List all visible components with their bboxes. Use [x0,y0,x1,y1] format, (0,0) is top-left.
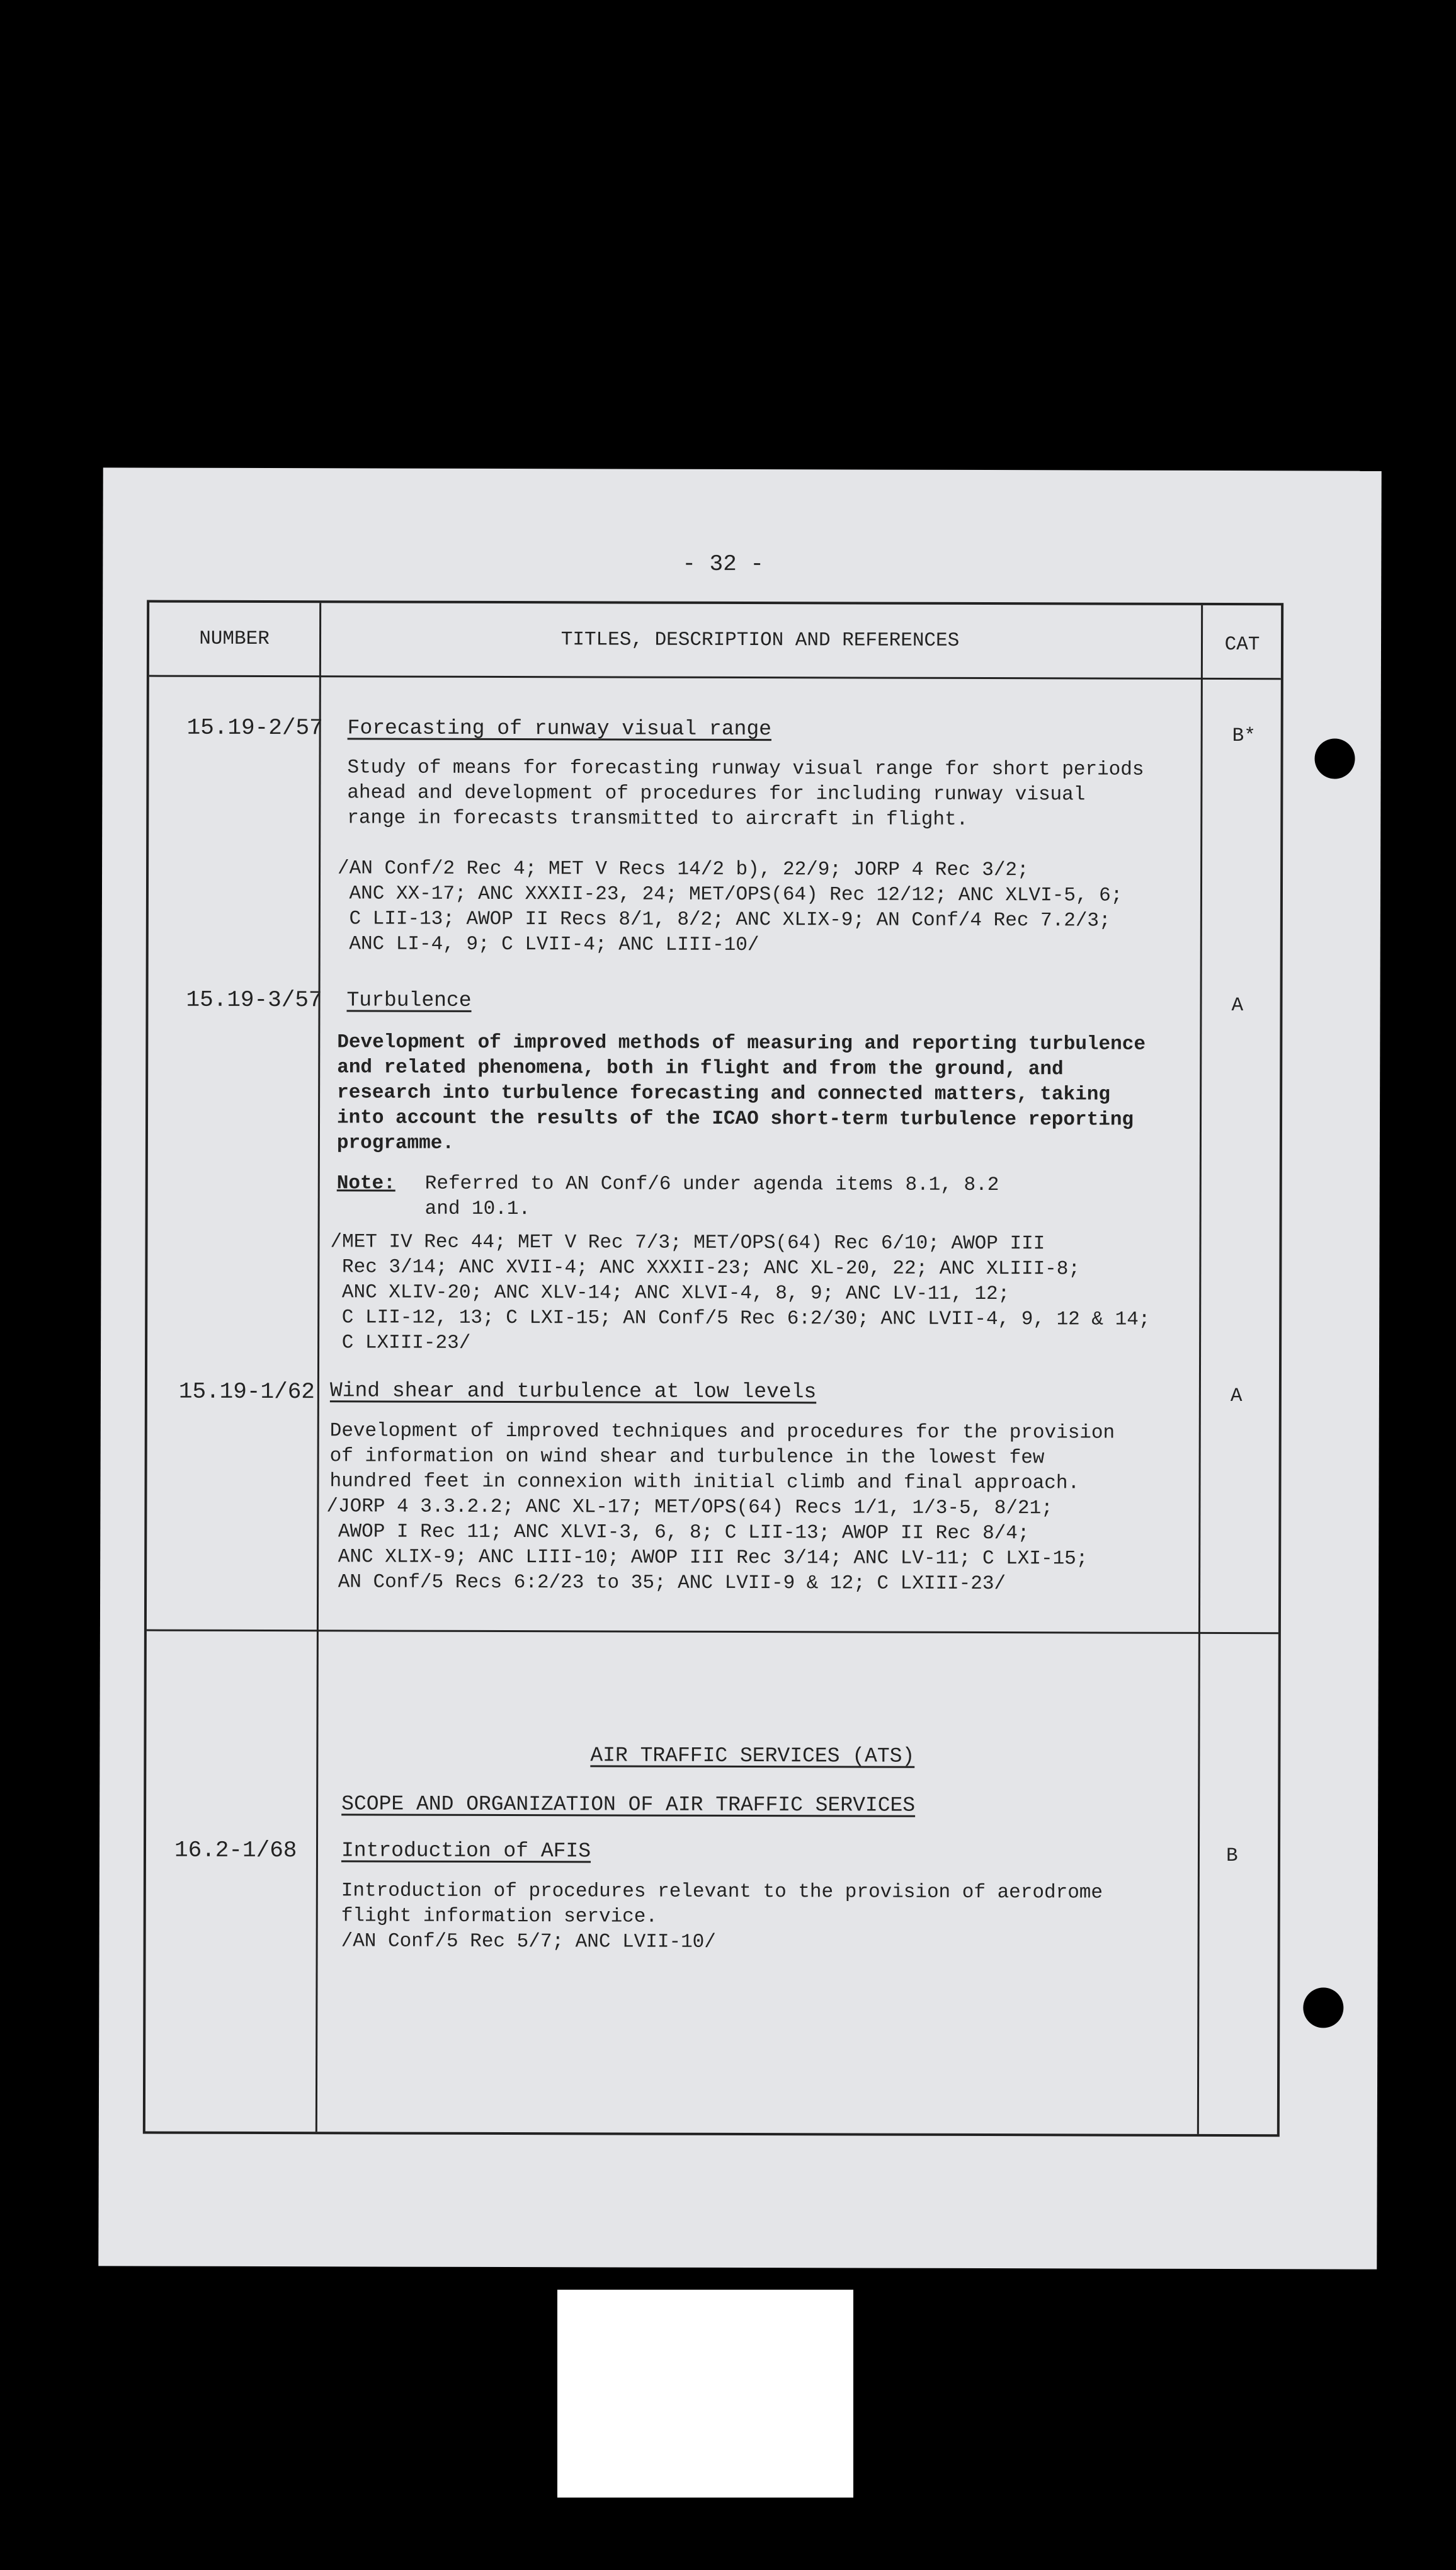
entry-title: Turbulence [346,988,472,1012]
entry-cat: A [1230,1385,1243,1408]
header-number: NUMBER [199,627,270,651]
column-divider [316,603,321,2132]
entry-number: 15.19-3/57 [186,986,322,1014]
note-text: Referred to AN Conf/6 under agenda items 8.1, 8.2 and 10.1. [424,1172,999,1221]
entry-number: 15.19-2/57 [186,714,323,741]
entry-description: Development of improved methods of measuring and reporting turbulence and related phenomena, both in flight and from the ground, and research into turbulence forecasting and connected matters, taking into account the results of the ICAO short-term turbulence reporting programme. [336,1031,1146,1155]
entry-cat: B* [1232,725,1256,748]
section-heading: AIR TRAFFIC SERVICES (ATS) [590,1744,915,1768]
entry-title: Wind shear and turbulence at low levels [329,1379,817,1404]
header-titles: TITLES, DESCRIPTION AND REFERENCES [560,629,960,652]
document-page [98,467,1381,2269]
page-number: - 32 - [682,551,765,578]
entry-description: Study of means for forecasting runway visual range for short periods ahead and development of procedures for including runway visual range in forecasts transmitted to aircraft in flight. [347,757,1144,831]
entry-number: 16.2-1/68 [174,1837,297,1864]
column-divider [1197,605,1203,2134]
entry-references: /JORP 4 3.3.2.2; ANC XL-17; MET/OPS(64) Recs 1/1, 1/3-5, 8/21; AWOP I Rec 11; ANC XLVI-3, 6, 8; C LII-13; AWOP II Rec 8/4; ANC XLIX-9; ANC LIII-10; AWOP III Rec 3/14; ANC LV-11; C LXI-15; AN Conf/5 Recs 6:2/23 to 35; ANC LVII-9 & 12; C LXIII-23/ [326,1495,1088,1596]
entry-number: 15.19-1/62 [178,1378,316,1405]
entry-references: /AN Conf/5 Rec 5/7; ANC LVII-10/ [341,1930,716,1953]
entry-title: Forecasting of runway visual range [347,716,772,741]
punch-hole [1314,738,1355,779]
references-table [143,600,1283,2137]
blank-card [557,2290,853,2498]
entry-cat: B [1226,1845,1238,1868]
entry-references: /AN Conf/2 Rec 4; MET V Recs 14/2 b), 22/9; JORP 4 Rec 3/2; ANC XX-17; ANC XXXII-23, 24; MET/OPS(64) Rec 12/12; ANC XLVI-5, 6; C LII-13; AWOP II Recs 8/1, 8/2; ANC XLIX-9; AN Conf/4 Rec 7.2/3; ANC LI-4, 9; C LVII-4; ANC LIII-10/ [337,857,1123,957]
note-label: Note: [336,1172,395,1195]
section-subheading: SCOPE AND ORGANIZATION OF AIR TRAFFIC SERVICES [341,1792,916,1817]
entry-description: Introduction of procedures relevant to the provision of aerodrome flight information service. [341,1880,1103,1928]
header-cat: CAT [1224,634,1260,656]
entry-references: /MET IV Rec 44; MET V Rec 7/3; MET/OPS(64) Rec 6/10; AWOP III Rec 3/14; ANC XVII-4; ANC XXXII-23; ANC XL-20, 22; ANC XLIII-8; ANC XLIV-20; ANC XLV-14; ANC XLVI-4, 8, 9; ANC LV-11, 12; C LII-12, 13; C LXI-15; AN Conf/5 Rec 6:2/30; ANC LVII-4, 9, 12 & 14; C LXIII-23/ [330,1231,1151,1354]
punch-hole [1303,1987,1343,2028]
entry-cat: A [1231,995,1244,1017]
entry-description: Development of improved techniques and procedures for the provision of information on wind shear and turbulence in the lowest few hundred feet in connexion with initial climb and final approach. [329,1420,1115,1495]
entry-title: Introduction of AFIS [341,1839,591,1863]
